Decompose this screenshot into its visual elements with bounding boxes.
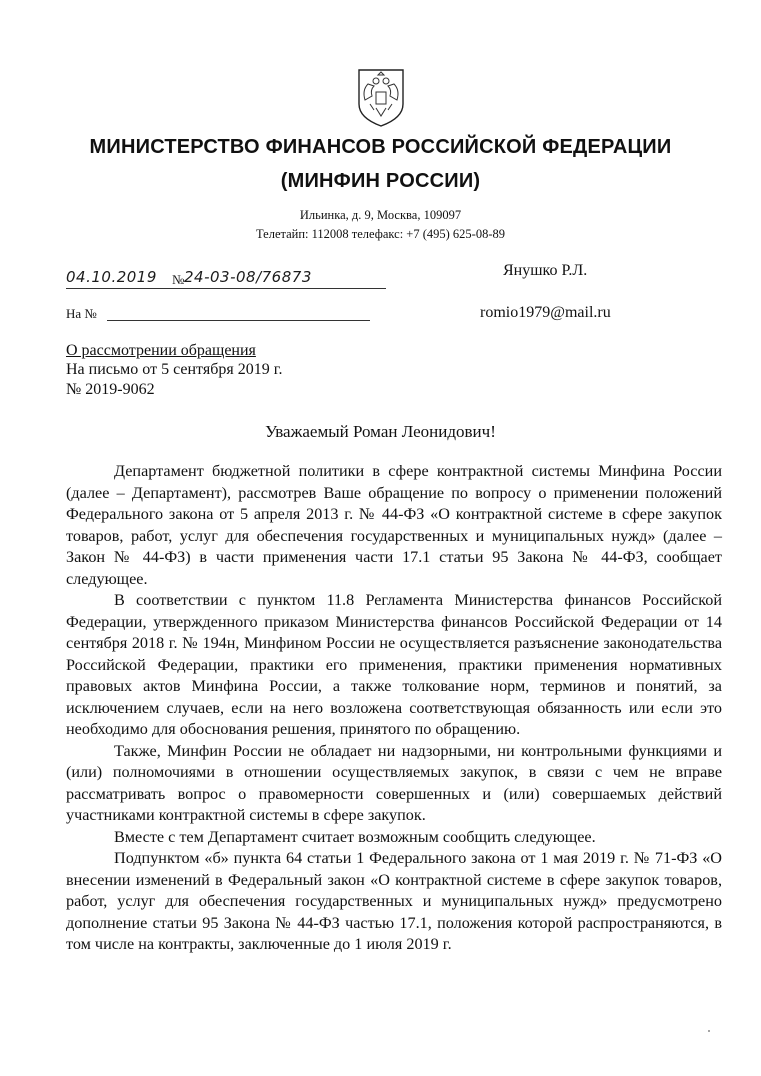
- handwritten-registration-number: 24-03-08/76873: [184, 268, 312, 286]
- ministry-short-name: (МИНФИН РОССИИ): [280, 170, 481, 192]
- greeting: Уважаемый Роман Леонидович!: [265, 422, 496, 441]
- paragraph: Вместе с тем Департамент считает возможным сообщить следующее.: [114, 827, 596, 846]
- letter-subject: О рассмотрении обращения: [66, 342, 256, 359]
- scan-speck: [708, 1030, 710, 1032]
- ministry-contacts: Телетайп: 112008 телефакс: +7 (495) 625-08-89: [256, 227, 505, 241]
- reply-to-label: На №: [66, 306, 97, 321]
- handwritten-date: 04.10.2019: [66, 268, 157, 286]
- date-underline: [66, 288, 386, 289]
- paragraph: Также, Минфин России не обладает ни надзорными, ни контрольными функциями и (или) полномочиями в отношении осуществляемых закупок, в связи с чем не вправе рассматривать вопрос о правомерности совершенных и (или) совершаемых действий участниками контрактной системы в сфере закупок.: [66, 741, 722, 824]
- recipient-email: romio1979@mail.ru: [480, 304, 611, 321]
- coat-of-arms-icon: [356, 66, 406, 128]
- ministry-name: МИНИСТЕРСТВО ФИНАНСОВ РОССИЙСКОЙ ФЕДЕРАЦИИ: [89, 136, 672, 158]
- letter-reference-number: № 2019-9062: [66, 381, 155, 398]
- letter-reference: На письмо от 5 сентября 2019 г.: [66, 361, 283, 378]
- recipient-name: Янушко Р.Л.: [503, 262, 588, 279]
- paragraph: Подпунктом «б» пункта 64 статьи 1 Федерального закона от 1 мая 2019 г. № 71-ФЗ «О внесении изменений в Федеральный закон «О контрактной системе в сфере закупок товаров, работ, услуг для обеспечения государственных и муниципальных нужд» предусмотрено дополнение статьи 95 Закона № 44-ФЗ частью 17.1, положения которой распространяются, в том числе на контракты, заключенные до 1 июля 2019 г.: [66, 849, 722, 953]
- reply-to-underline: [107, 320, 370, 321]
- letter-body: [66, 461, 722, 956]
- ministry-address: Ильинка, д. 9, Москва, 109097: [299, 208, 462, 222]
- paragraph: Департамент бюджетной политики в сфере контрактной системы Минфина России (далее – Департамент), рассмотрев Ваше обращение по вопросу о применении положений Федерального закона от 5 апреля 2013 г. № 44-ФЗ «О контрактной системе в сфере закупок товаров, работ, услуг для обеспечения государственных и муниципальных нужд» (далее – Закон № 44-ФЗ) в части применения части 17.1 статьи 95 Закона № 44-ФЗ, сообщает следующее.: [66, 462, 722, 588]
- paragraph: В соответствии с пунктом 11.8 Регламента Министерства финансов Российской Федерации, утвержденного приказом Министерства финансов Российской Федерации от 14 сентября 2018 г. № 194н, Минфином России не осуществляется разъяснение законодательства Российской Федерации, практики его применения, практики применения нормативных правовых актов Минфина России, а также толкование норм, терминов и понятий, за исключением случаев, если на него возложена соответствующая обязанность или если это необходимо для обоснования решения, принятого по обращению.: [66, 591, 722, 738]
- registration-number-label: №: [172, 272, 185, 287]
